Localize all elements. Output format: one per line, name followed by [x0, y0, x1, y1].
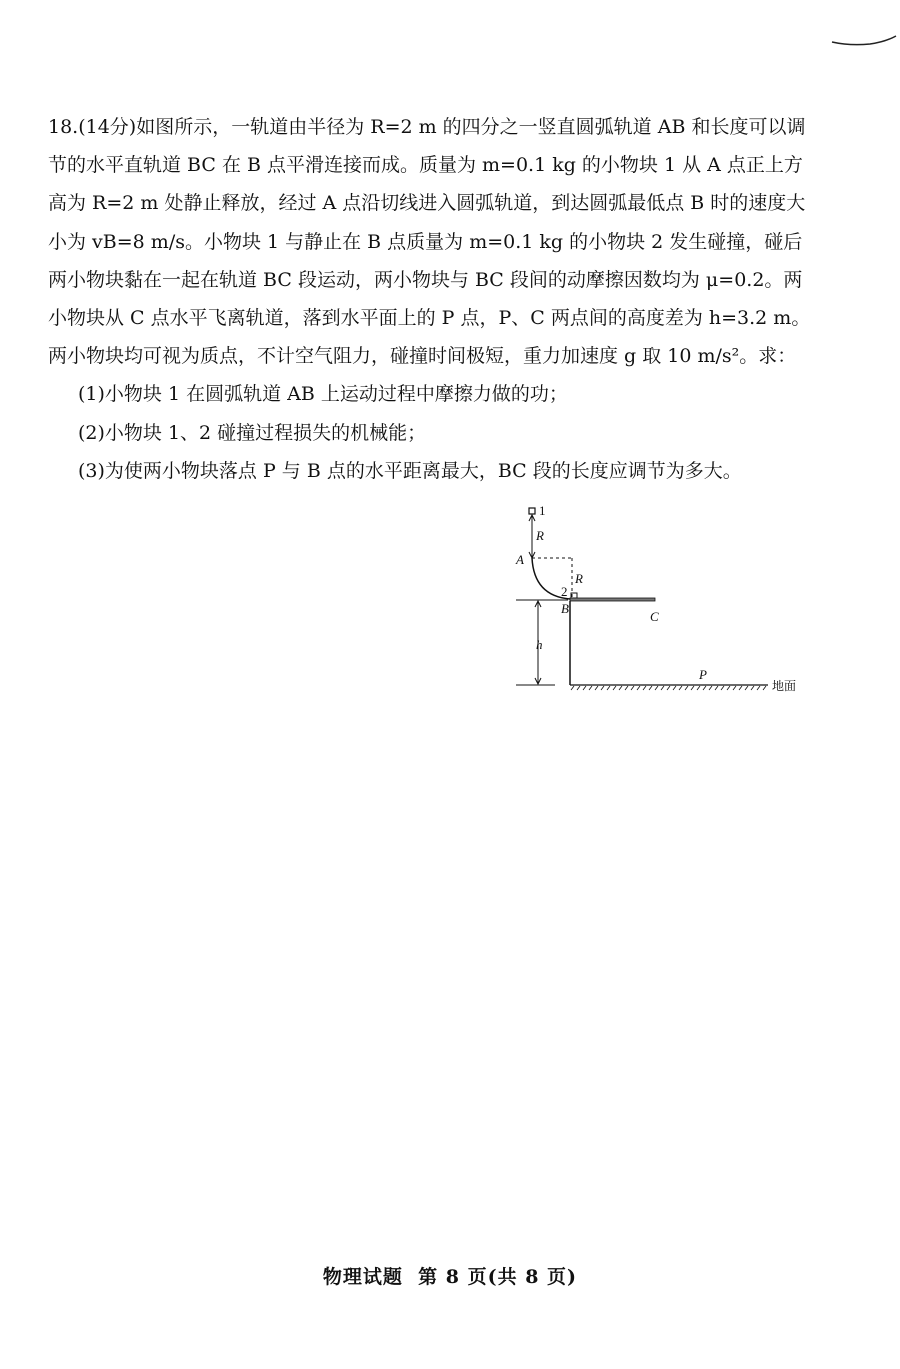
ground-label: 地面	[772, 679, 797, 693]
block-1	[529, 508, 535, 514]
corner-pen-mark	[830, 30, 900, 50]
stem-line-7: 物块均可视为质点，不计空气阻力，碰撞时间极短，重力加速度 g 取 10 m/s²。求：	[86, 345, 797, 368]
label-a: A	[516, 552, 524, 567]
label-h: h	[536, 637, 543, 652]
question-1: (1)小物块 1 在圆弧轨道 AB 上运动过程中摩擦力做的功；	[78, 383, 568, 406]
stem-line-2: 的水平直轨道 BC 在 B 点平滑连接而成。质量为 m=0.1 kg 的小物块 1 从 A 点正上方高	[48, 154, 803, 215]
stem-line-4: 为 vB=8 m/s。小物块 1 与静止在 B 点质量为 m=0.1 kg 的小物块 2 发生碰撞，碰后两小	[48, 230, 803, 291]
label-r-side: R	[575, 571, 583, 586]
block-2-label: 2	[561, 584, 568, 599]
label-b: B	[561, 601, 569, 616]
problem-score: (14分)	[78, 116, 137, 138]
stem-line-6: 块从 C 点水平飞离轨道，落到水平面上的 P 点，P、C 两点间的高度差为 h=3.2 m。两小	[48, 307, 811, 368]
block-1-label: 1	[539, 503, 546, 518]
label-r-top: R	[536, 528, 544, 543]
track-diagram	[510, 500, 810, 700]
page-footer	[0, 1262, 900, 1289]
question-2: (2)小物块 1、2 碰撞过程损失的机械能；	[78, 421, 427, 444]
problem-18	[48, 108, 818, 490]
problem-number: 18.	[48, 116, 79, 138]
label-c: C	[650, 609, 659, 624]
stem-line-1: 如图所示，一轨道由半径为 R=2 m 的四分之一竖直圆弧轨道 AB 和长度可以调节	[48, 116, 806, 177]
footer-page: 第 8 页(共 8 页)	[418, 1266, 578, 1288]
horizontal-track	[570, 598, 655, 601]
footer-subject: 物理试题	[322, 1266, 403, 1288]
stem-line-5: 物块黏在一起在轨道 BC 段运动，两小物块与 BC 段间的动摩擦因数均为 μ=0.2。两小物	[48, 268, 803, 330]
ground-hatching	[571, 686, 766, 690]
problem-stem	[48, 108, 818, 375]
question-3: (3)为使两小物块落点 P 与 B 点的水平距离最大，BC 段的长度应调节为多大。	[78, 459, 742, 482]
stem-line-3: 为 R=2 m 处静止释放，经过 A 点沿切线进入圆弧轨道，到达圆弧最低点 B 时的速度大小	[48, 192, 806, 253]
label-p: P	[699, 667, 707, 682]
